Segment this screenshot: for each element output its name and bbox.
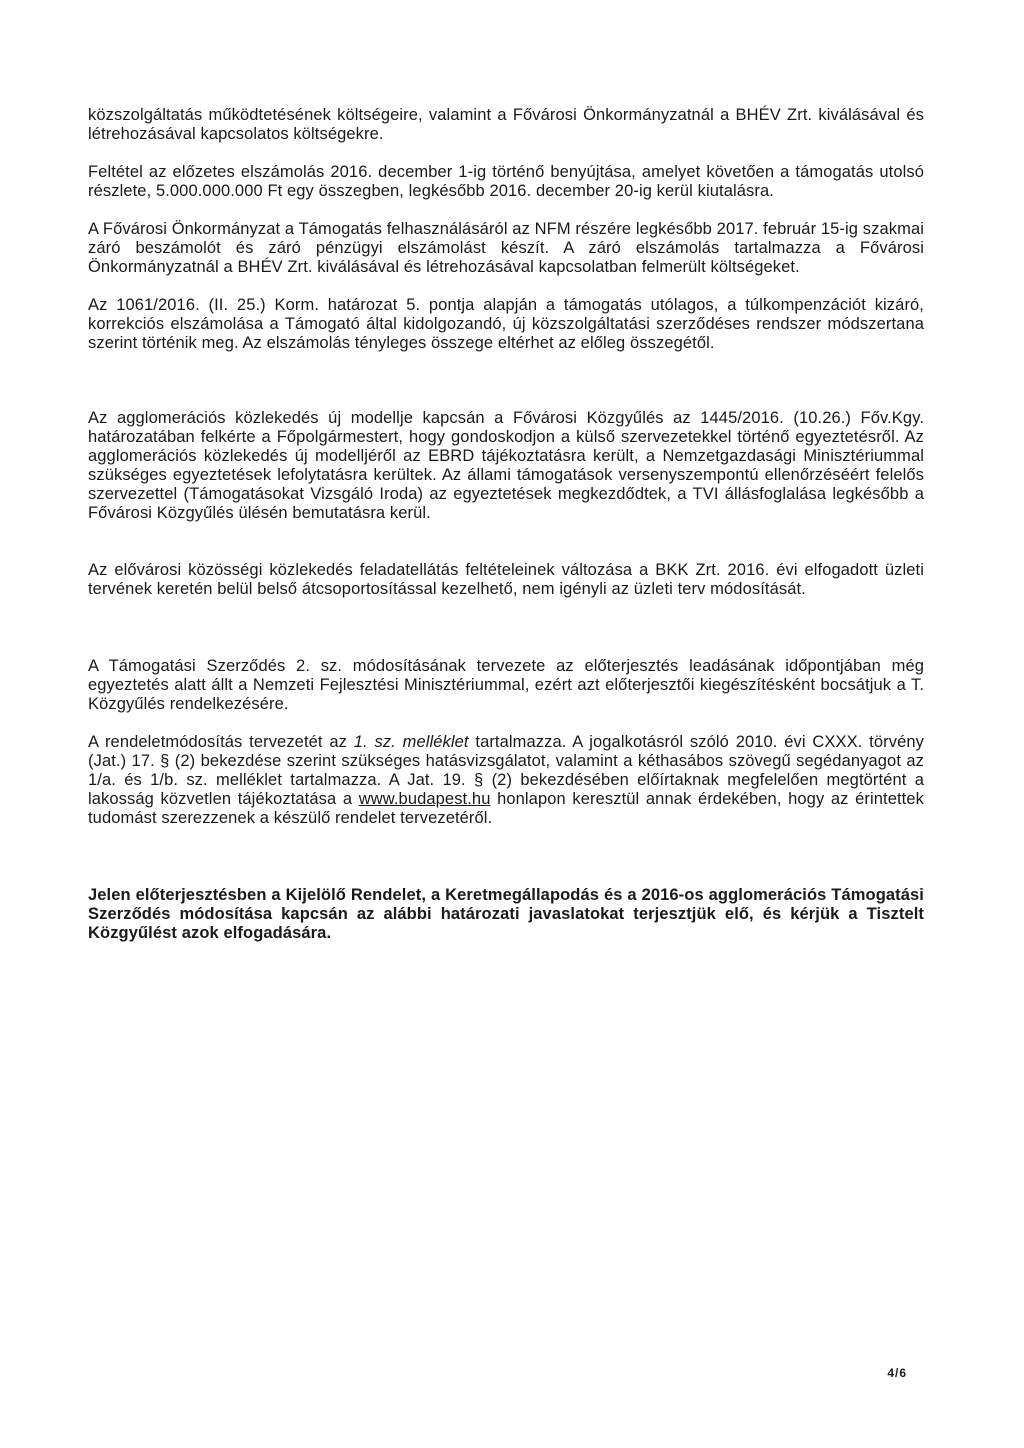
- paragraph-bkk-business-plan: Az elővárosi közösségi közlekedés feladatellátás feltételeinek változása a BKK Zrt. 2016. évi elfogadott üzleti tervének keretén belül belső átcsoportosítással kezelhető, nem igényli az üzleti terv módosítását.: [88, 561, 924, 598]
- budapest-website-link[interactable]: www.budapest.hu: [358, 790, 491, 808]
- decree-text-start: A rendeletmódosítás tervezetét az: [88, 733, 354, 751]
- paragraph-contract-amendment: A Támogatási Szerződés 2. sz. módosításának tervezete az előterjesztés leadásának időpontjában még egyeztetés alatt állt a Nemzeti Fejlesztési Minisztériummal, ezért azt előterjesztői kiegészítésként bocsátjuk a T. Közgyűlés rendelkezésére.: [88, 657, 924, 713]
- decree-text-middle: tartalmazza. A jogalkotásról szóló 2010. évi CXXX. törvény (Jat.) 17. § (2) bekezdése szerint szükséges hatásvizsgálatot, valamint a kéthasábos szövegű segédanyagot az 1/a. és 1/b. sz. melléklet tartalmazza. A Jat. 19. § (2) bekezdésében előírtaknak megfelelően megtörtént a lakosság közvetlen tájékoztatása a: [88, 733, 924, 808]
- paragraph-government-decree: Az 1061/2016. (II. 25.) Korm. határozat 5. pontja alapján a támogatás utólagos, a túlkompenzációt kizáró, korrekciós elszámolása a Támogató által kidolgozandó, új közszolgáltatási szerződéses rendszer módszertana szerint történik meg. Az elszámolás tényleges összege eltérhet az előleg összegétől.: [88, 296, 924, 352]
- decree-text-end: honlapon keresztül annak érdekében, hogy az érintettek tudomást szerezzenek a készülő rendelet tervezetéről.: [88, 790, 924, 827]
- document-body: [88, 106, 924, 943]
- paragraph-settlement-condition: Feltétel az előzetes elszámolás 2016. december 1-ig történő benyújtása, amelyet követően a támogatás utolsó részlete, 5.000.000.000 Ft egy összegben, legkésőbb 2016. december 20-ig kerül kiutalásra.: [88, 163, 924, 200]
- paragraph-final-report: A Fővárosi Önkormányzat a Támogatás felhasználásáról az NFM részére legkésőbb 2017. február 15-ig szakmai záró beszámolót és záró pénzügyi elszámolást készít. A záró elszámolás tartalmazza a Fővárosi Önkormányzatnál a BHÉV Zrt. kiválásával és létrehozásával kapcsolatban felmerült költségeket.: [88, 220, 924, 276]
- annex-reference: 1. sz. melléklet: [353, 733, 469, 751]
- paragraph-cost-coverage: közszolgáltatás működtetésének költségeire, valamint a Fővárosi Önkormányzatnál a BHÉV Zrt. kiválásával és létrehozásával kapcsolatos költségekre.: [88, 106, 924, 143]
- paragraph-agglomeration-model: Az agglomerációs közlekedés új modellje kapcsán a Fővárosi Közgyűlés az 1445/2016. (10.26.) Főv.Kgy. határozatában felkérte a Főpolgármestert, hogy gondoskodjon a külső szervezetekkel történő egyeztetésről. Az agglomerációs közlekedés új modelljéről az EBRD tájékoztatásra került, a Nemzetgazdasági Minisztériummal szükséges egyeztetések lefolytatásra kerültek. Az állami támogatások versenyszempontú ellenőrzéséért felelős szervezettel (Támogatásokat Vizsgáló Iroda) az egyeztetések megkezdődtek, a TVI állásfoglalása legkésőbb a Fővárosi Közgyűlés ülésén bemutatásra kerül.: [88, 409, 924, 522]
- paragraph-decree-amendment: [88, 733, 924, 828]
- paragraph-proposal-summary: Jelen előterjesztésben a Kijelölő Rendelet, a Keretmegállapodás és a 2016-os agglomerációs Támogatási Szerződés módosítása kapcsán az alábbi határozati javaslatokat terjesztjük elő, és kérjük a Tisztelt Közgyűlést azok elfogadására.: [88, 886, 924, 942]
- page-number: 4/6: [887, 1366, 907, 1380]
